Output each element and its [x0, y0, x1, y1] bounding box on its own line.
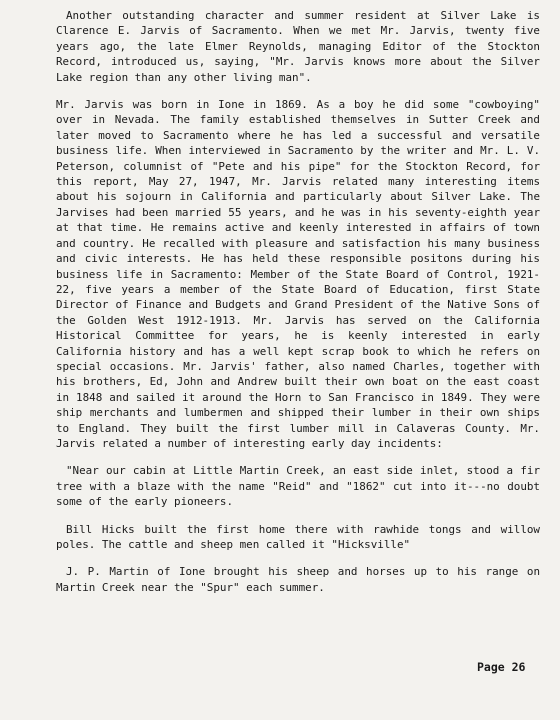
paragraph-intro-jarvis: Another outstanding character and summer resident at Silver Lake is Clarence E. Jarvis of Sacramento. When we met Mr. Jarvis, twenty five years ago, the late Elmer Reynolds, managing Editor of the Stockton Record, introduced us, saying, "Mr. Jarvis knows more about the Silver Lake region than any other living man".: [56, 9, 547, 84]
paragraph-jp-martin: J. P. Martin of Ione brought his sheep and horses up to his range on Martin Creek near the "Spur" each summer.: [56, 565, 547, 594]
paragraph-jarvis-biography: Mr. Jarvis was born in Ione in 1869. As a boy he did some "cowboying" over in Nevada. The family established themselves in Sutter Creek and later moved to Sacramento where he has led a successful and versatile business life. When interviewed in Sacramento by the writer and Mr. L. V. Peterson, columnist of "Pete and his pipe" for the Stockton Record, for this report, May 27, 1947, Mr. Jarvis related many interesting items about his sojourn in California and particularly about Silver Lake. The Jarvises had been married 55 years, and he was in his seventy-eighth year at that time. He remains active and keenly interested in affairs of town and country. He recalled with pleasure and satisfaction his many business and civic interests. He has held these responsible positons during his business life in Sacramento: Member of the State Board of Control, 1921-22, five years a member of the State Board of Education, first State Director of Finance and Budgets and Grand President of the Native Sons of the Golden West 1912-1913. Mr. Jarvis has served on the California Historical Committee for years, he is keenly interested in early California history and has a well kept scrap book to which he refers on special occasions. Mr. Jarvis' father, also named Charles, together with his brothers, Ed, John and Andrew built their own boat on the east coast in 1848 and sailed it around the Horn to San Francisco in 1849. They were ship merchants and lumbermen and shipped their lumber in their own ships to England. They built the first lumber mill in Calaveras County. Mr. Jarvis related a number of interesting early day incidents:: [56, 98, 547, 450]
page-number: Page 26: [477, 660, 526, 674]
paragraph-hicksville: Bill Hicks built the first home there with rawhide tongs and willow poles. The cattle and sheep men called it "Hicksville": [56, 522, 547, 551]
paragraph-martin-creek-tree: "Near our cabin at Little Martin Creek, an east side inlet, stood a fir tree with a blaze with the name "Reid" and "1862" cut into it---no doubt some of the early pioneers.: [56, 464, 547, 509]
